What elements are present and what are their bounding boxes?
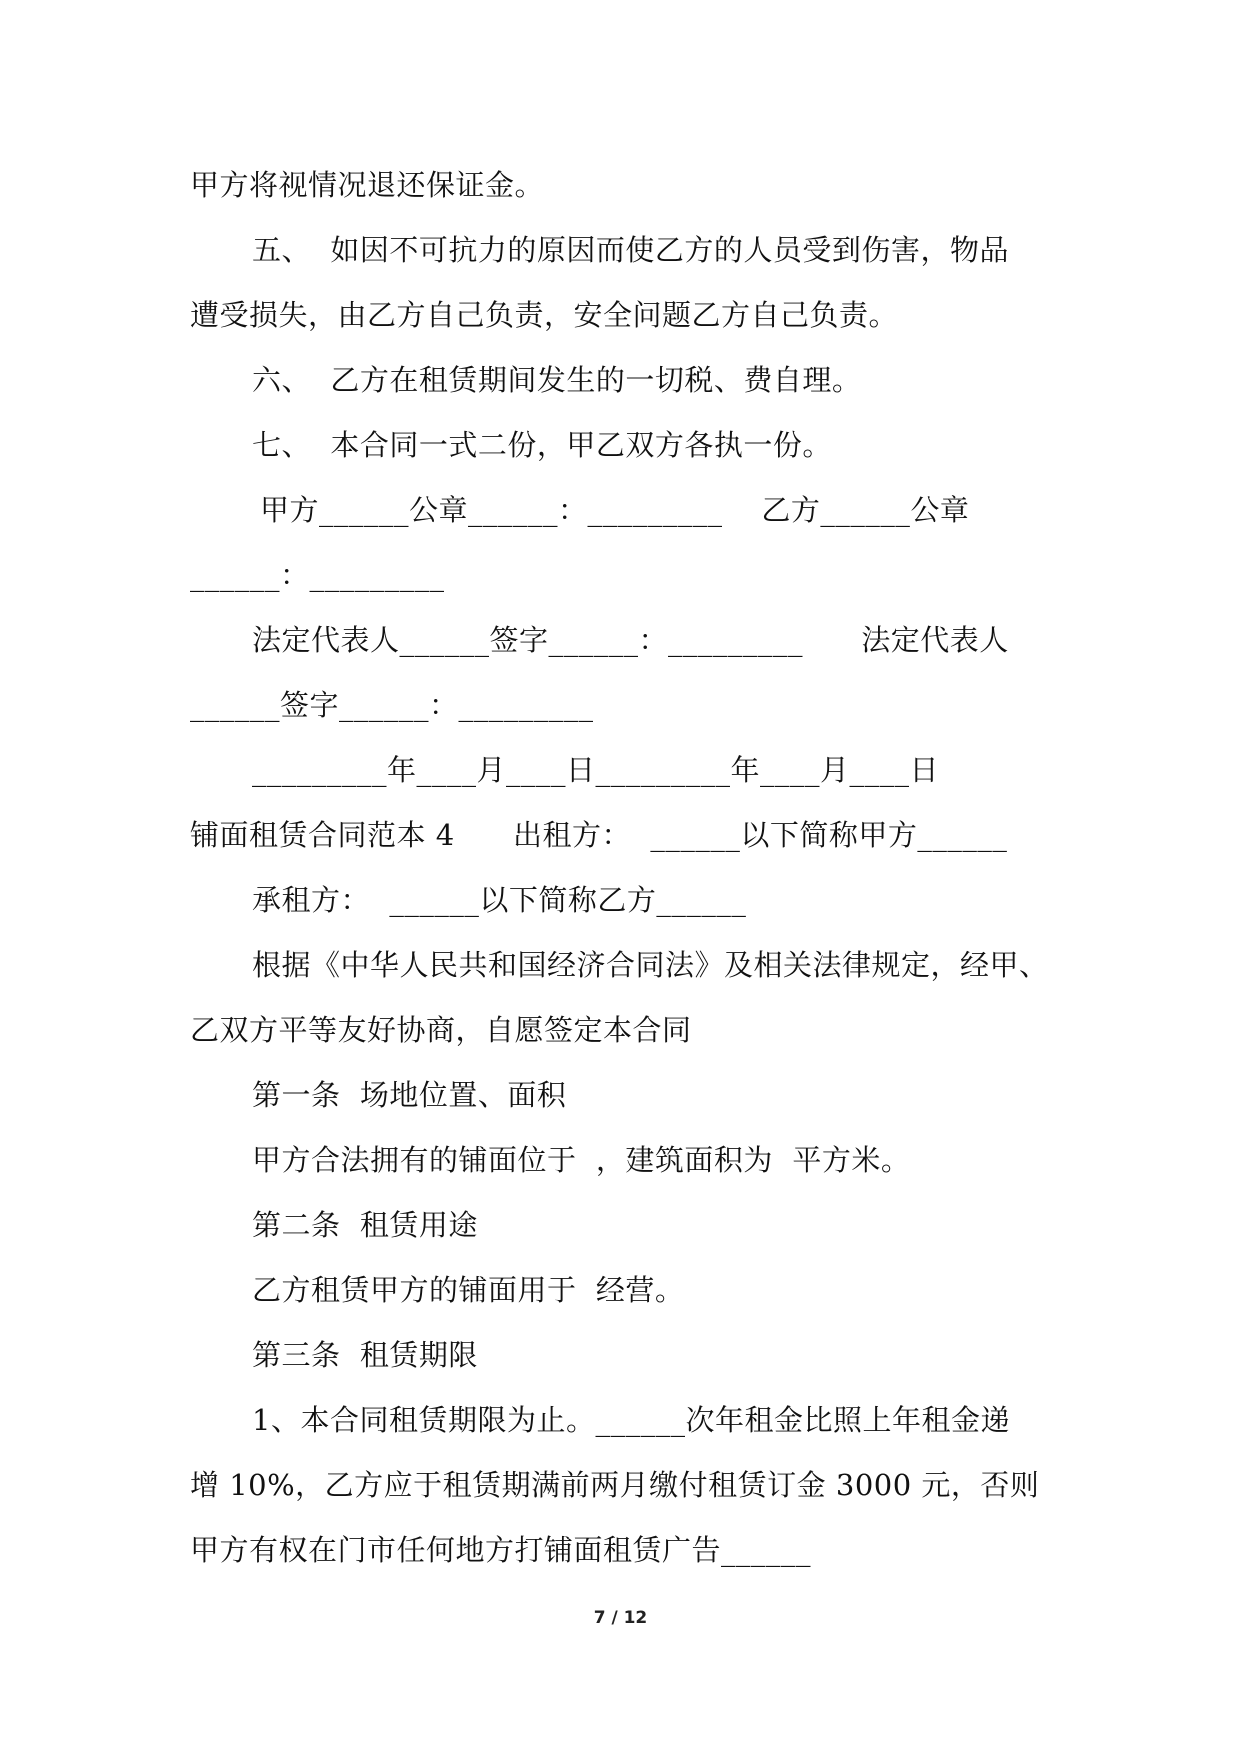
paragraph-line: 乙双方平等友好协商，自愿签定本合同 (190, 1013, 692, 1047)
contract-title-line: 铺面租赁合同范本 4 出租方： ______以下简称甲方______ (190, 818, 1008, 852)
paragraph-line: 甲方将视情况退还保证金。 (190, 168, 545, 202)
legal-representative-line: ______签字______：_________ (190, 688, 594, 722)
signature-party-line: 甲方______公章______：_________ 乙方______公章 (260, 493, 970, 527)
paragraph-line: 甲方合法拥有的铺面位于 ，建筑面积为 平方米。 (252, 1143, 911, 1177)
legal-representative-line: 法定代表人______签字______：_________ 法定代表人 (252, 623, 1009, 657)
article-heading: 第二条 租赁用途 (252, 1208, 478, 1242)
paragraph-line: 甲方有权在门市任何地方打铺面租赁广告______ (190, 1533, 812, 1567)
date-line: _________年____月____日_________年____月____日 (252, 753, 940, 787)
paragraph-line: 根据《中华人民共和国经济合同法》及相关法律规定，经甲、 (252, 948, 1049, 982)
paragraph-line: 乙方租赁甲方的铺面用于 经营。 (252, 1273, 685, 1307)
page-number: 7 / 12 (593, 1608, 648, 1628)
article-heading: 第三条 租赁期限 (252, 1338, 478, 1372)
clause-five-line: 五、 如因不可抗力的原因而使乙方的人员受到伤害，物品 (252, 233, 1009, 267)
paragraph-line: 遭受损失，由乙方自己负责，安全问题乙方自己负责。 (190, 298, 899, 332)
lessee-line: 承租方： ______以下简称乙方______ (252, 883, 747, 917)
paragraph-line: 增 10%，乙方应于租赁期满前两月缴付租赁订金 3000 元，否则 (190, 1468, 1040, 1502)
signature-party-line: ______：_________ (190, 558, 445, 592)
clause-six-line: 六、 乙方在租赁期间发生的一切税、费自理。 (252, 363, 862, 397)
article-heading: 第一条 场地位置、面积 (252, 1078, 567, 1112)
clause-seven-line: 七、 本合同一式二份，甲乙双方各执一份。 (252, 428, 832, 462)
paragraph-line: 1、本合同租赁期限为止。______次年租金比照上年租金递 (252, 1403, 1010, 1437)
